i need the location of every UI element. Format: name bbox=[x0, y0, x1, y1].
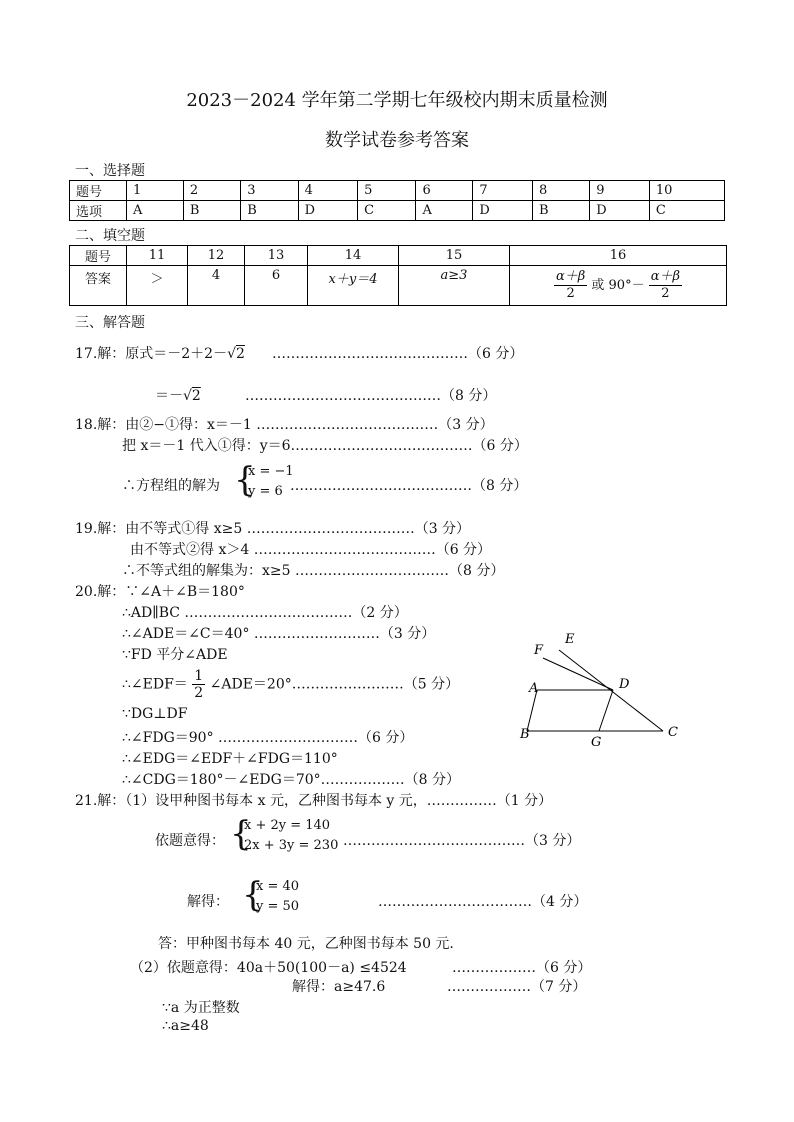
q21-line5: （2）依题意得：40a＋50(100－a) ≤4524 bbox=[130, 960, 407, 976]
equation-row: x = −1 bbox=[248, 464, 294, 479]
q21-line8: ∴a≥48 bbox=[162, 1018, 209, 1034]
sqrt-radicand: 2 bbox=[236, 346, 245, 362]
q20-line1: 20.解：∵∠A＋∠B＝180° bbox=[75, 584, 245, 600]
table-cell: 15 bbox=[399, 246, 510, 266]
q21-line4: 答：甲种图书每本 40 元，乙种图书每本 50 元. bbox=[158, 936, 454, 952]
q18-line2: 把 x＝－1 代入①得：y＝6…………………………………（6 分） bbox=[122, 438, 528, 454]
q17-line2 bbox=[155, 385, 201, 405]
q20-line5-suffix: ∠ADE＝20°……………………（5 分） bbox=[209, 676, 460, 693]
table-cell: C bbox=[649, 201, 724, 221]
table-cell: 7 bbox=[473, 181, 533, 201]
table-cell: B bbox=[532, 201, 589, 221]
q17-score2: ……………………………………（8 分） bbox=[245, 388, 497, 404]
geometry-figure bbox=[515, 628, 690, 748]
table-cell: 3 bbox=[241, 181, 298, 201]
equation-row: y = 6 bbox=[248, 484, 283, 499]
point-label-F: F bbox=[534, 643, 544, 658]
table-cell: A bbox=[416, 201, 473, 221]
point-label-A: A bbox=[529, 681, 539, 696]
q16-middle-text: 或 90°－ bbox=[591, 278, 645, 293]
table-cell: 12 bbox=[188, 246, 245, 266]
equation-row: 2x + 3y = 230 bbox=[244, 838, 339, 853]
fraction-denominator: 2 bbox=[566, 286, 575, 301]
point-label-C: C bbox=[668, 725, 678, 740]
table-cell: D bbox=[590, 201, 650, 221]
table-cell: a≥3 bbox=[399, 266, 510, 306]
page-title: 2023－2024 学年第二学期七年级校内期末质量检测 bbox=[186, 90, 608, 111]
fill-answer-table bbox=[69, 245, 727, 306]
q20-line8: ∴∠EDG＝∠EDF＋∠FDG＝110° bbox=[122, 751, 338, 767]
table-cell: 6 bbox=[416, 181, 473, 201]
fraction-denominator: 2 bbox=[194, 685, 204, 701]
brace-symbol: { bbox=[242, 875, 264, 915]
equation-row: x = 40 bbox=[256, 879, 300, 894]
section1-label: 一、选择题 bbox=[75, 163, 145, 179]
sqrt-symbol: √ bbox=[227, 346, 237, 362]
table-cell: 5 bbox=[358, 181, 416, 201]
section3-label: 三、解答题 bbox=[75, 315, 145, 331]
q21-line2-prefix: 依题意得： bbox=[155, 833, 225, 849]
table-cell-q16 bbox=[510, 266, 727, 306]
q21-score3: ……………………………（4 分） bbox=[378, 894, 588, 910]
q19-line1: 19.解：由不等式①得 x≥5 ………………………………（3 分） bbox=[75, 521, 471, 537]
table-cell: 14 bbox=[308, 246, 399, 266]
fraction bbox=[649, 269, 682, 302]
q18-score3: …………………………………（8 分） bbox=[290, 478, 528, 494]
table-cell: 1 bbox=[127, 181, 184, 201]
table-row bbox=[70, 246, 727, 266]
point-label-B: B bbox=[520, 727, 530, 742]
table-row bbox=[70, 181, 725, 201]
fraction-numerator: 1 bbox=[194, 668, 204, 684]
equation-row: x + 2y = 140 bbox=[244, 818, 331, 833]
q21-line6: 解得：a≥47.6 bbox=[292, 979, 386, 995]
table-cell: B bbox=[241, 201, 298, 221]
q21-score6: ………………（7 分） bbox=[447, 979, 587, 995]
q21-equation-system-1 bbox=[230, 814, 340, 862]
q19-line2: 由不等式②得 x＞4 …………………………………（6 分） bbox=[130, 542, 492, 558]
table-cell: C bbox=[358, 201, 416, 221]
table-row bbox=[70, 266, 727, 306]
q20-line4: ∵FD 平分∠ADE bbox=[122, 647, 228, 663]
q17-score1: ……………………………………（6 分） bbox=[272, 346, 524, 362]
table-cell: 8 bbox=[532, 181, 589, 201]
q21-score5: ………………（6 分） bbox=[452, 960, 592, 976]
fraction-numerator: α＋β bbox=[650, 269, 681, 284]
q21-equation-system-2 bbox=[242, 875, 312, 923]
table-cell: 11 bbox=[127, 246, 188, 266]
q21-line3-prefix: 解得： bbox=[187, 894, 229, 910]
table-cell: 16 bbox=[510, 246, 727, 266]
equation-row: y = 50 bbox=[256, 899, 300, 914]
point-label-D: D bbox=[619, 677, 630, 692]
table-cell: 6 bbox=[245, 266, 308, 306]
q21-line1: 21.解：（1）设甲种图书每本 x 元，乙种图书每本 y 元，……………（1 分） bbox=[75, 793, 553, 809]
table-header-cell: 答案 bbox=[70, 266, 127, 306]
fraction-denominator: 2 bbox=[661, 286, 670, 301]
table-header-cell: 题号 bbox=[70, 246, 127, 266]
table-header-cell: 题号 bbox=[70, 181, 127, 201]
q18-line3-prefix: ∴方程组的解为 bbox=[122, 478, 220, 494]
table-cell: 2 bbox=[183, 181, 240, 201]
q18-line1: 18.解：由②−①得：x＝－1 …………………………………（3 分） bbox=[75, 417, 494, 433]
table-cell: 9 bbox=[590, 181, 650, 201]
segment-DG bbox=[599, 690, 613, 731]
table-row bbox=[70, 201, 725, 221]
sqrt-symbol: √ bbox=[183, 388, 192, 404]
q18-equation-system bbox=[234, 460, 294, 508]
segment-AB bbox=[527, 690, 537, 731]
q17-expression: 17.解：原式＝－2＋2－ bbox=[75, 346, 228, 362]
q20-line5 bbox=[122, 668, 459, 701]
q21-score2: …………………………………（3 分） bbox=[343, 833, 581, 849]
sqrt-radicand: 2 bbox=[191, 388, 201, 404]
table-cell: D bbox=[298, 201, 358, 221]
q20-line5-prefix: ∴∠EDF＝ bbox=[122, 676, 188, 693]
table-cell: A bbox=[127, 201, 184, 221]
point-label-E: E bbox=[565, 632, 575, 647]
table-cell: x＋y＝4 bbox=[308, 266, 399, 306]
choice-answer-table bbox=[69, 180, 725, 221]
table-header-cell: 选项 bbox=[70, 201, 127, 221]
fraction bbox=[192, 668, 205, 701]
q20-line6: ∵DG⊥DF bbox=[122, 706, 188, 722]
brace-symbol: { bbox=[234, 460, 256, 500]
section2-label: 二、填空题 bbox=[75, 228, 145, 244]
ray-DF bbox=[543, 658, 613, 690]
fraction-numerator: α＋β bbox=[555, 269, 586, 284]
table-cell: 10 bbox=[649, 181, 724, 201]
point-label-G: G bbox=[591, 735, 602, 748]
table-cell: ＞ bbox=[127, 266, 188, 306]
q21-line7: ∵a 为正整数 bbox=[162, 1000, 240, 1016]
q20-line7: ∴∠FDG＝90° …………………………（6 分） bbox=[122, 730, 414, 746]
page-subtitle: 数学试卷参考答案 bbox=[325, 130, 469, 151]
q20-line2: ∴AD∥BC ………………………………（2 分） bbox=[122, 605, 408, 621]
fraction bbox=[554, 269, 587, 302]
q17-result: ＝－ bbox=[155, 388, 183, 404]
q20-line3: ∴∠ADE＝∠C＝40° ………………………（3 分） bbox=[122, 626, 436, 642]
q20-line9: ∴∠CDG＝180°－∠EDG＝70°………………（8 分） bbox=[122, 772, 461, 788]
table-cell: B bbox=[183, 201, 240, 221]
q19-line3: ∴不等式组的解集为：x≥5 ……………………………（8 分） bbox=[122, 563, 505, 579]
q17-line1 bbox=[75, 343, 245, 363]
table-cell: 4 bbox=[298, 181, 358, 201]
brace-symbol: { bbox=[230, 814, 252, 854]
table-cell: D bbox=[473, 201, 533, 221]
table-cell: 4 bbox=[188, 266, 245, 306]
table-cell: 13 bbox=[245, 246, 308, 266]
